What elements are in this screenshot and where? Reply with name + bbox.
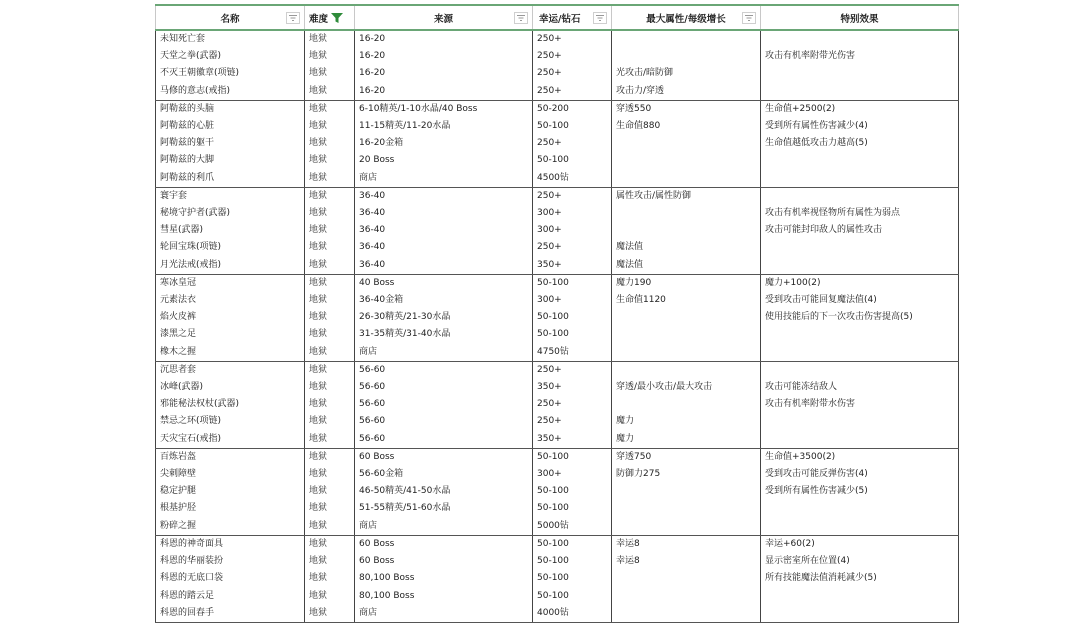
table-row[interactable] xyxy=(156,413,959,430)
luck-cell[interactable]: 250+ xyxy=(533,30,612,48)
effect-cell[interactable]: 魔力+100(2) xyxy=(761,274,959,292)
header-difficulty xyxy=(305,5,355,30)
source-cell[interactable]: 26-30精英/21-30水晶 xyxy=(355,309,533,326)
luck-cell[interactable]: 50-100 xyxy=(533,118,612,135)
effect-cell[interactable]: 攻击可能封印敌人的属性攻击 xyxy=(761,222,959,239)
effect-cell[interactable] xyxy=(761,152,959,169)
source-cell[interactable]: 80,100 Boss xyxy=(355,570,533,587)
name-cell[interactable]: 粉碎之握 xyxy=(156,518,305,536)
table-row[interactable] xyxy=(156,292,959,309)
source-cell[interactable]: 80,100 Boss xyxy=(355,588,533,605)
difficulty-cell[interactable]: 地狱 xyxy=(305,448,355,466)
name-cell[interactable]: 未知死亡套 xyxy=(156,30,305,48)
source-cell[interactable]: 36-40 xyxy=(355,187,533,205)
luck-cell[interactable]: 50-100 xyxy=(533,500,612,517)
effect-cell[interactable]: 受到攻击可能回复魔法值(4) xyxy=(761,292,959,309)
table-row[interactable] xyxy=(156,500,959,517)
luck-cell[interactable]: 350+ xyxy=(533,379,612,396)
filter-difficulty-active-icon[interactable] xyxy=(330,12,344,24)
effect-cell[interactable]: 攻击有机率附带光伤害 xyxy=(761,48,959,65)
difficulty-cell[interactable]: 地狱 xyxy=(305,170,355,188)
effect-cell[interactable] xyxy=(761,361,959,379)
effect-cell[interactable] xyxy=(761,605,959,623)
source-cell[interactable]: 16-20金箱 xyxy=(355,135,533,152)
table-row[interactable] xyxy=(156,205,959,222)
difficulty-cell[interactable]: 地狱 xyxy=(305,30,355,48)
table-row[interactable] xyxy=(156,100,959,118)
source-cell[interactable]: 56-60 xyxy=(355,431,533,449)
table-row[interactable] xyxy=(156,274,959,292)
table-row[interactable] xyxy=(156,483,959,500)
difficulty-cell[interactable]: 地狱 xyxy=(305,292,355,309)
table-row[interactable] xyxy=(156,30,959,48)
luck-cell[interactable]: 250+ xyxy=(533,187,612,205)
max-stat-cell[interactable]: 生命值880 xyxy=(612,118,761,135)
luck-cell[interactable]: 50-100 xyxy=(533,274,612,292)
max-stat-cell[interactable]: 穿透/最小攻击/最大攻击 xyxy=(612,379,761,396)
max-stat-cell[interactable] xyxy=(612,326,761,343)
difficulty-cell[interactable]: 地狱 xyxy=(305,553,355,570)
difficulty-cell[interactable]: 地狱 xyxy=(305,118,355,135)
table-row[interactable] xyxy=(156,396,959,413)
difficulty-cell[interactable]: 地狱 xyxy=(305,466,355,483)
name-cell[interactable]: 寒冰皇冠 xyxy=(156,274,305,292)
name-cell[interactable]: 阿勒兹的利爪 xyxy=(156,170,305,188)
source-cell[interactable]: 60 Boss xyxy=(355,448,533,466)
max-stat-cell[interactable] xyxy=(612,205,761,222)
source-cell[interactable]: 56-60金箱 xyxy=(355,466,533,483)
table-row[interactable] xyxy=(156,170,959,188)
effect-cell[interactable] xyxy=(761,344,959,362)
effect-cell[interactable] xyxy=(761,239,959,256)
name-cell[interactable]: 根基护胫 xyxy=(156,500,305,517)
equipment-table xyxy=(155,4,959,623)
luck-cell[interactable]: 300+ xyxy=(533,205,612,222)
max-stat-cell[interactable] xyxy=(612,135,761,152)
max-stat-cell[interactable]: 穿透550 xyxy=(612,100,761,118)
max-stat-cell[interactable] xyxy=(612,344,761,362)
effect-cell[interactable] xyxy=(761,65,959,82)
name-cell[interactable]: 焰火皮裤 xyxy=(156,309,305,326)
max-stat-cell[interactable]: 魔法值 xyxy=(612,239,761,256)
header-luck xyxy=(533,5,612,30)
name-cell[interactable]: 彗星(武器) xyxy=(156,222,305,239)
name-cell[interactable]: 科恩的踏云足 xyxy=(156,588,305,605)
luck-cell[interactable]: 50-100 xyxy=(533,483,612,500)
max-stat-cell[interactable] xyxy=(612,30,761,48)
table-row[interactable] xyxy=(156,553,959,570)
luck-cell[interactable]: 350+ xyxy=(533,257,612,275)
effect-cell[interactable] xyxy=(761,170,959,188)
effect-cell[interactable]: 所有技能魔法值消耗减少(5) xyxy=(761,570,959,587)
spreadsheet xyxy=(155,4,958,623)
max-stat-cell[interactable] xyxy=(612,361,761,379)
source-cell[interactable]: 56-60 xyxy=(355,396,533,413)
difficulty-cell[interactable]: 地狱 xyxy=(305,152,355,169)
luck-cell[interactable]: 50-100 xyxy=(533,570,612,587)
source-cell[interactable]: 60 Boss xyxy=(355,553,533,570)
max-stat-cell[interactable] xyxy=(612,222,761,239)
max-stat-cell[interactable]: 幸运8 xyxy=(612,553,761,570)
name-cell[interactable]: 马修的意志(戒指) xyxy=(156,83,305,101)
header-name-label: 名称 xyxy=(220,13,240,25)
name-cell[interactable]: 秘境守护者(武器) xyxy=(156,205,305,222)
table-row[interactable] xyxy=(156,326,959,343)
difficulty-cell[interactable]: 地狱 xyxy=(305,309,355,326)
effect-cell[interactable]: 生命值+2500(2) xyxy=(761,100,959,118)
difficulty-cell[interactable]: 地狱 xyxy=(305,257,355,275)
max-stat-cell[interactable]: 魔力190 xyxy=(612,274,761,292)
difficulty-cell[interactable]: 地狱 xyxy=(305,83,355,101)
table-row[interactable] xyxy=(156,152,959,169)
source-cell[interactable]: 40 Boss xyxy=(355,274,533,292)
difficulty-cell[interactable]: 地狱 xyxy=(305,500,355,517)
table-row[interactable] xyxy=(156,309,959,326)
luck-cell[interactable]: 350+ xyxy=(533,431,612,449)
effect-cell[interactable]: 幸运+60(2) xyxy=(761,535,959,553)
luck-cell[interactable]: 250+ xyxy=(533,239,612,256)
name-cell[interactable]: 稳定护腿 xyxy=(156,483,305,500)
difficulty-cell[interactable]: 地狱 xyxy=(305,187,355,205)
luck-cell[interactable]: 250+ xyxy=(533,48,612,65)
table-row[interactable] xyxy=(156,379,959,396)
effect-cell[interactable]: 攻击有机率附带水伤害 xyxy=(761,396,959,413)
max-stat-cell[interactable]: 攻击力/穿透 xyxy=(612,83,761,101)
effect-cell[interactable] xyxy=(761,518,959,536)
max-stat-cell[interactable] xyxy=(612,570,761,587)
effect-cell[interactable] xyxy=(761,257,959,275)
difficulty-cell[interactable]: 地狱 xyxy=(305,65,355,82)
difficulty-cell[interactable]: 地狱 xyxy=(305,535,355,553)
difficulty-cell[interactable]: 地狱 xyxy=(305,205,355,222)
table-row[interactable] xyxy=(156,222,959,239)
source-cell[interactable]: 56-60 xyxy=(355,413,533,430)
luck-cell[interactable]: 50-100 xyxy=(533,535,612,553)
difficulty-cell[interactable]: 地狱 xyxy=(305,222,355,239)
header-name xyxy=(156,5,305,30)
difficulty-cell[interactable]: 地狱 xyxy=(305,48,355,65)
difficulty-cell[interactable]: 地狱 xyxy=(305,379,355,396)
name-cell[interactable]: 阿勒兹的头脑 xyxy=(156,100,305,118)
name-cell[interactable]: 百炼岩盔 xyxy=(156,448,305,466)
effect-cell[interactable]: 受到所有属性伤害减少(5) xyxy=(761,483,959,500)
name-cell[interactable]: 天灾宝石(戒指) xyxy=(156,431,305,449)
luck-cell[interactable]: 50-100 xyxy=(533,326,612,343)
filter-luck-icon[interactable] xyxy=(593,12,607,24)
source-cell[interactable]: 60 Boss xyxy=(355,535,533,553)
header-special-effect xyxy=(761,5,959,30)
table-row[interactable] xyxy=(156,344,959,362)
effect-cell[interactable] xyxy=(761,326,959,343)
max-stat-cell[interactable]: 魔力 xyxy=(612,413,761,430)
max-stat-cell[interactable]: 属性攻击/属性防御 xyxy=(612,187,761,205)
luck-cell[interactable]: 50-100 xyxy=(533,448,612,466)
name-cell[interactable]: 元素法衣 xyxy=(156,292,305,309)
max-stat-cell[interactable]: 防御力275 xyxy=(612,466,761,483)
source-cell[interactable]: 36-40 xyxy=(355,222,533,239)
difficulty-cell[interactable]: 地狱 xyxy=(305,274,355,292)
max-stat-cell[interactable] xyxy=(612,518,761,536)
filter-source-icon[interactable] xyxy=(514,12,528,24)
filter-max-stat-icon[interactable] xyxy=(742,12,756,24)
source-cell[interactable]: 56-60 xyxy=(355,379,533,396)
name-cell[interactable]: 禁忌之环(项链) xyxy=(156,413,305,430)
name-cell[interactable]: 尖刺障壁 xyxy=(156,466,305,483)
table-row[interactable] xyxy=(156,187,959,205)
source-cell[interactable]: 36-40 xyxy=(355,205,533,222)
table-row[interactable] xyxy=(156,448,959,466)
max-stat-cell[interactable] xyxy=(612,309,761,326)
effect-cell[interactable] xyxy=(761,187,959,205)
luck-cell[interactable]: 250+ xyxy=(533,361,612,379)
table-row[interactable] xyxy=(156,257,959,275)
luck-cell[interactable]: 300+ xyxy=(533,466,612,483)
max-stat-cell[interactable] xyxy=(612,152,761,169)
table-row[interactable] xyxy=(156,466,959,483)
source-cell[interactable]: 51-55精英/51-60水晶 xyxy=(355,500,533,517)
source-cell[interactable]: 16-20 xyxy=(355,30,533,48)
max-stat-cell[interactable]: 魔法值 xyxy=(612,257,761,275)
difficulty-cell[interactable]: 地狱 xyxy=(305,570,355,587)
table-row[interactable] xyxy=(156,570,959,587)
name-cell[interactable]: 阿勒兹的心脏 xyxy=(156,118,305,135)
name-cell[interactable]: 轮回宝珠(项链) xyxy=(156,239,305,256)
table-row[interactable] xyxy=(156,135,959,152)
effect-cell[interactable]: 使用技能后的下一次攻击伤害提高(5) xyxy=(761,309,959,326)
source-cell[interactable]: 16-20 xyxy=(355,65,533,82)
name-cell[interactable]: 橡木之握 xyxy=(156,344,305,362)
max-stat-cell[interactable]: 魔力 xyxy=(612,431,761,449)
difficulty-cell[interactable]: 地狱 xyxy=(305,239,355,256)
table-row[interactable] xyxy=(156,118,959,135)
source-cell[interactable]: 31-35精英/31-40水晶 xyxy=(355,326,533,343)
effect-cell[interactable]: 攻击可能冻结敌人 xyxy=(761,379,959,396)
source-cell[interactable]: 11-15精英/11-20水晶 xyxy=(355,118,533,135)
luck-cell[interactable]: 300+ xyxy=(533,222,612,239)
effect-cell[interactable]: 生命值+3500(2) xyxy=(761,448,959,466)
effect-cell[interactable]: 显示密室所在位置(4) xyxy=(761,553,959,570)
difficulty-cell[interactable]: 地狱 xyxy=(305,518,355,536)
source-cell[interactable]: 36-40金箱 xyxy=(355,292,533,309)
table-row[interactable] xyxy=(156,239,959,256)
max-stat-cell[interactable] xyxy=(612,48,761,65)
name-cell[interactable]: 阿勒兹的大脚 xyxy=(156,152,305,169)
name-cell[interactable]: 沉思者套 xyxy=(156,361,305,379)
difficulty-cell[interactable]: 地狱 xyxy=(305,326,355,343)
luck-cell[interactable]: 250+ xyxy=(533,83,612,101)
luck-cell[interactable]: 250+ xyxy=(533,65,612,82)
table-row[interactable] xyxy=(156,431,959,449)
effect-cell[interactable]: 受到攻击可能反弹伤害(4) xyxy=(761,466,959,483)
name-cell[interactable]: 邪能秘法权杖(武器) xyxy=(156,396,305,413)
difficulty-cell[interactable]: 地狱 xyxy=(305,413,355,430)
table-row[interactable] xyxy=(156,361,959,379)
header-luck-label: 幸运/钻石 xyxy=(539,13,581,25)
max-stat-cell[interactable] xyxy=(612,605,761,623)
effect-cell[interactable] xyxy=(761,413,959,430)
luck-cell[interactable]: 250+ xyxy=(533,396,612,413)
difficulty-cell[interactable]: 地狱 xyxy=(305,605,355,623)
luck-cell[interactable]: 5000钻 xyxy=(533,518,612,536)
name-cell[interactable]: 阿勒兹的躯干 xyxy=(156,135,305,152)
table-row[interactable] xyxy=(156,65,959,82)
header-max-stat xyxy=(612,5,761,30)
table-row[interactable] xyxy=(156,48,959,65)
difficulty-cell[interactable]: 地狱 xyxy=(305,483,355,500)
header-difficulty-label: 难度 xyxy=(309,13,329,25)
max-stat-cell[interactable]: 生命值1120 xyxy=(612,292,761,309)
table-row[interactable] xyxy=(156,588,959,605)
source-cell[interactable]: 商店 xyxy=(355,170,533,188)
header-special-effect-label: 特别效果 xyxy=(840,13,879,25)
effect-cell[interactable] xyxy=(761,500,959,517)
max-stat-cell[interactable] xyxy=(612,483,761,500)
max-stat-cell[interactable]: 光攻击/暗防御 xyxy=(612,65,761,82)
effect-cell[interactable] xyxy=(761,30,959,48)
name-cell[interactable]: 科恩的回春手 xyxy=(156,605,305,623)
source-cell[interactable]: 16-20 xyxy=(355,83,533,101)
luck-cell[interactable]: 250+ xyxy=(533,413,612,430)
difficulty-cell[interactable]: 地狱 xyxy=(305,361,355,379)
effect-cell[interactable] xyxy=(761,83,959,101)
filter-name-icon[interactable] xyxy=(286,12,300,24)
luck-cell[interactable]: 50-100 xyxy=(533,152,612,169)
source-cell[interactable]: 20 Boss xyxy=(355,152,533,169)
name-cell[interactable]: 天堂之拳(武器) xyxy=(156,48,305,65)
luck-cell[interactable]: 50-100 xyxy=(533,588,612,605)
source-cell[interactable]: 商店 xyxy=(355,344,533,362)
difficulty-cell[interactable]: 地狱 xyxy=(305,431,355,449)
header-row xyxy=(156,5,959,30)
luck-cell[interactable]: 4500钻 xyxy=(533,170,612,188)
table-row[interactable] xyxy=(156,605,959,623)
difficulty-cell[interactable]: 地狱 xyxy=(305,396,355,413)
difficulty-cell[interactable]: 地狱 xyxy=(305,135,355,152)
table-row[interactable] xyxy=(156,518,959,536)
source-cell[interactable]: 56-60 xyxy=(355,361,533,379)
name-cell[interactable]: 漆黑之足 xyxy=(156,326,305,343)
name-cell[interactable]: 科恩的华丽装扮 xyxy=(156,553,305,570)
max-stat-cell[interactable] xyxy=(612,170,761,188)
source-cell[interactable]: 46-50精英/41-50水晶 xyxy=(355,483,533,500)
effect-cell[interactable]: 攻击有机率视怪物所有属性为弱点 xyxy=(761,205,959,222)
difficulty-cell[interactable]: 地狱 xyxy=(305,100,355,118)
effect-cell[interactable]: 生命值越低攻击力越高(5) xyxy=(761,135,959,152)
effect-cell[interactable]: 受到所有属性伤害减少(4) xyxy=(761,118,959,135)
source-cell[interactable]: 商店 xyxy=(355,518,533,536)
source-cell[interactable]: 6-10精英/1-10水晶/40 Boss xyxy=(355,100,533,118)
header-source-label: 来源 xyxy=(433,13,453,25)
luck-cell[interactable]: 50-100 xyxy=(533,309,612,326)
name-cell[interactable]: 科恩的无底口袋 xyxy=(156,570,305,587)
effect-cell[interactable] xyxy=(761,588,959,605)
header-source xyxy=(355,5,533,30)
luck-cell[interactable]: 50-100 xyxy=(533,553,612,570)
source-cell[interactable]: 36-40 xyxy=(355,239,533,256)
name-cell[interactable]: 不灭王朝徽章(项链) xyxy=(156,65,305,82)
name-cell[interactable]: 冰峰(武器) xyxy=(156,379,305,396)
header-max-stat-label: 最大属性/每级增长 xyxy=(646,13,726,25)
max-stat-cell[interactable] xyxy=(612,396,761,413)
name-cell[interactable]: 科恩的神奇面具 xyxy=(156,535,305,553)
luck-cell[interactable]: 300+ xyxy=(533,292,612,309)
table-row[interactable] xyxy=(156,83,959,101)
source-cell[interactable]: 36-40 xyxy=(355,257,533,275)
effect-cell[interactable] xyxy=(761,431,959,449)
name-cell[interactable]: 月光法戒(戒指) xyxy=(156,257,305,275)
difficulty-cell[interactable]: 地狱 xyxy=(305,588,355,605)
table-row[interactable] xyxy=(156,535,959,553)
luck-cell[interactable]: 4750钻 xyxy=(533,344,612,362)
source-cell[interactable]: 16-20 xyxy=(355,48,533,65)
max-stat-cell[interactable] xyxy=(612,588,761,605)
name-cell[interactable]: 寰宇套 xyxy=(156,187,305,205)
source-cell[interactable]: 商店 xyxy=(355,605,533,623)
difficulty-cell[interactable]: 地狱 xyxy=(305,344,355,362)
max-stat-cell[interactable]: 幸运8 xyxy=(612,535,761,553)
max-stat-cell[interactable] xyxy=(612,500,761,517)
luck-cell[interactable]: 50-200 xyxy=(533,100,612,118)
table-body xyxy=(156,30,959,622)
luck-cell[interactable]: 250+ xyxy=(533,135,612,152)
max-stat-cell[interactable]: 穿透750 xyxy=(612,448,761,466)
luck-cell[interactable]: 4000钻 xyxy=(533,605,612,623)
